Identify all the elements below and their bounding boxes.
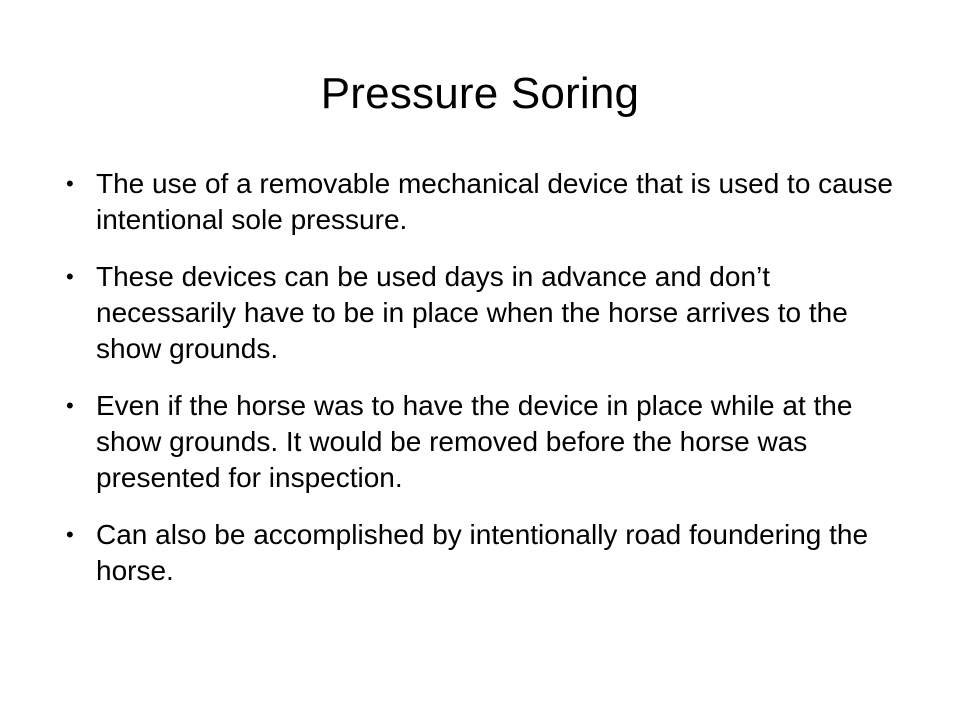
bullet-item [64, 259, 904, 367]
bullet-icon: • [66, 264, 74, 289]
bullet-icon: • [66, 522, 74, 547]
bullet-text: Even if the horse was to have the device in place while at the show grounds. It would be removed before the horse was presented for inspection. [96, 390, 853, 493]
bullet-list [64, 166, 904, 610]
bullet-item [64, 166, 904, 238]
bullet-icon: • [66, 393, 74, 418]
bullet-text: The use of a removable mechanical device that is used to cause intentional sole pressure. [96, 168, 893, 235]
bullet-text: Can also be accomplished by intentionally road foundering the horse. [96, 519, 869, 586]
slide-title: Pressure Soring [320, 69, 640, 118]
bullet-item [64, 517, 904, 589]
bullet-icon: • [66, 171, 74, 196]
bullet-text: These devices can be used days in advance and don’t necessarily have to be in place when the horse arrives to the show grounds. [96, 261, 848, 364]
bullet-item [64, 388, 904, 496]
